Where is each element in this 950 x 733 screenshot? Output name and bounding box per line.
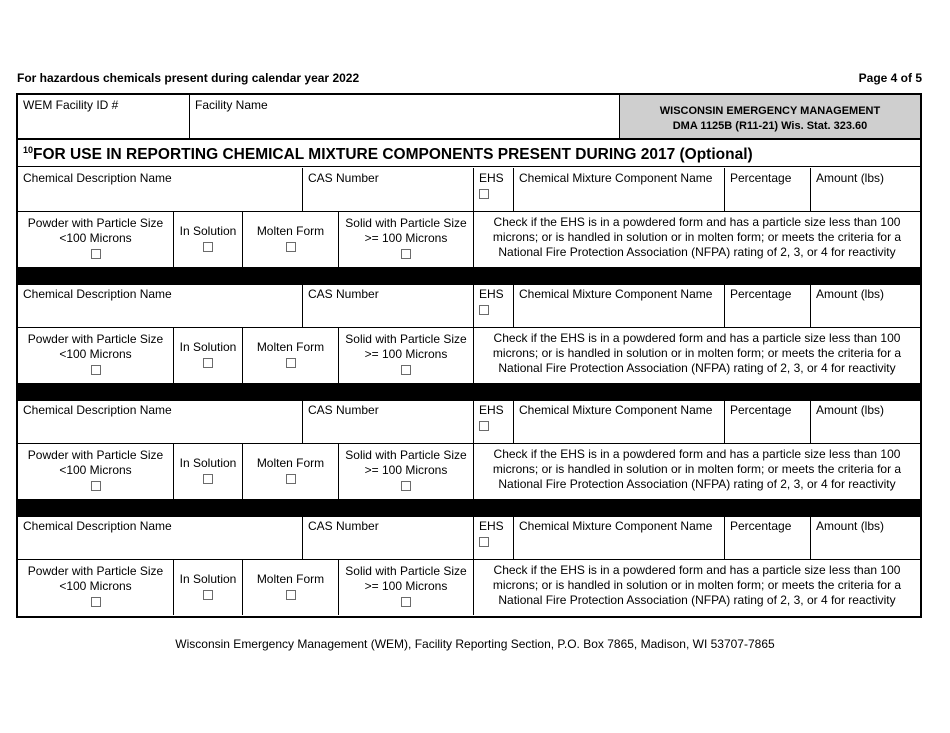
solid-cell [339,212,474,267]
chemical-description-field[interactable] [18,284,303,328]
mixture-component-field[interactable] [514,516,725,560]
powder-label-1: Powder with Particle Size [27,332,164,346]
ehs-checkbox[interactable] [479,537,489,547]
mixture-component-field[interactable] [514,168,725,212]
percentage-label: Percentage [730,519,792,533]
footer-address: Wisconsin Emergency Management (WEM), Facility Reporting Section, P.O. Box 7865, Madison, WI 53707-7865 [175,637,775,651]
ehs-label: EHS [479,403,504,417]
amount-label: Amount (lbs) [816,171,885,185]
molten-label: Molten Form [256,456,325,470]
ehs-checkbox[interactable] [479,189,489,199]
agency-block [620,95,920,138]
molten-cell [243,444,339,499]
powder-label-2: <100 Microns [59,579,132,593]
amount-label: Amount (lbs) [816,403,885,417]
section-title [18,140,920,167]
percentage-field[interactable] [725,284,811,328]
solid-checkbox[interactable] [401,365,411,375]
mixture-entry-1 [18,168,920,285]
molten-checkbox[interactable] [286,474,296,484]
in-solution-cell [174,212,243,267]
powder-label-1: Powder with Particle Size [27,564,164,578]
facility-header-row [18,95,920,140]
in-solution-cell [174,560,243,615]
cas-number-field[interactable] [303,168,474,212]
facility-name-field[interactable] [190,95,620,138]
mixture-component-label: Chemical Mixture Component Name [519,287,713,301]
solid-checkbox[interactable] [401,597,411,607]
ehs-criteria-line-1: Check if the EHS is in a powdered form and has a particle size less than 100 [493,215,901,229]
solid-label-1: Solid with Particle Size [345,564,467,578]
amount-field[interactable] [811,516,920,560]
form-number: DMA 1125B (R11-21) Wis. Stat. 323.60 [672,120,868,132]
powder-label-1: Powder with Particle Size [27,448,164,462]
molten-label: Molten Form [256,572,325,586]
ehs-criteria-line-2: microns; or is handled in solution or in molten form; or meets the criteria for a [492,462,902,476]
solid-label-2: >= 100 Microns [364,463,448,477]
ehs-label: EHS [479,519,504,533]
mixture-component-label: Chemical Mixture Component Name [519,519,713,533]
percentage-label: Percentage [730,403,792,417]
percentage-field[interactable] [725,516,811,560]
cas-number-label: CAS Number [308,287,379,301]
cas-number-field[interactable] [303,516,474,560]
chemical-mixture-form [16,93,922,618]
molten-label: Molten Form [256,340,325,354]
cas-number-label: CAS Number [308,403,379,417]
mixture-component-field[interactable] [514,284,725,328]
percentage-field[interactable] [725,168,811,212]
mixture-component-label: Chemical Mixture Component Name [519,171,713,185]
in-solution-checkbox[interactable] [203,358,213,368]
section-divider [18,267,920,285]
section-title-text: FOR USE IN REPORTING CHEMICAL MIXTURE COMPONENTS PRESENT DURING 2017 (Optional) [33,146,753,164]
ehs-criteria-line-3: National Fire Protection Association (NFPA) rating of 2, 3, or 4 for reactivity [498,245,896,259]
amount-field[interactable] [811,168,920,212]
solid-checkbox[interactable] [401,481,411,491]
page-number: Page 4 of 5 [858,71,922,85]
solid-cell [339,560,474,615]
chemical-description-field[interactable] [18,168,303,212]
in-solution-cell [174,444,243,499]
ehs-criteria-note [474,328,920,383]
amount-field[interactable] [811,284,920,328]
ehs-criteria-note [474,212,920,267]
ehs-label: EHS [479,287,504,301]
mixture-component-field[interactable] [514,400,725,444]
cas-number-label: CAS Number [308,171,379,185]
chemical-description-field[interactable] [18,516,303,560]
chemical-description-label: Chemical Description Name [23,519,172,533]
cas-number-field[interactable] [303,284,474,328]
ehs-criteria-line-3: National Fire Protection Association (NFPA) rating of 2, 3, or 4 for reactivity [498,361,896,375]
ehs-criteria-line-3: National Fire Protection Association (NFPA) rating of 2, 3, or 4 for reactivity [498,477,896,491]
percentage-field[interactable] [725,400,811,444]
ehs-cell [474,168,514,212]
facility-id-label: WEM Facility ID # [23,98,119,112]
section-divider [18,383,920,401]
powder-label-1: Powder with Particle Size [27,216,164,230]
facility-id-field[interactable] [18,95,190,138]
chemical-description-label: Chemical Description Name [23,287,172,301]
mixture-component-label: Chemical Mixture Component Name [519,403,713,417]
ehs-cell [474,400,514,444]
mixture-entry-2 [18,284,920,401]
powder-checkbox[interactable] [91,249,101,259]
powder-label-2: <100 Microns [59,347,132,361]
powder-cell [18,212,174,267]
powder-checkbox[interactable] [91,481,101,491]
solid-label-1: Solid with Particle Size [345,448,467,462]
solid-label-1: Solid with Particle Size [345,216,467,230]
solid-checkbox[interactable] [401,249,411,259]
amount-field[interactable] [811,400,920,444]
in-solution-checkbox[interactable] [203,474,213,484]
calendar-year-note: For hazardous chemicals present during calendar year 2022 [17,71,360,85]
chemical-description-label: Chemical Description Name [23,403,172,417]
ehs-criteria-note [474,444,920,499]
ehs-checkbox[interactable] [479,421,489,431]
ehs-cell [474,516,514,560]
in-solution-cell [174,328,243,383]
solid-label-2: >= 100 Microns [364,347,448,361]
chemical-description-label: Chemical Description Name [23,171,172,185]
amount-label: Amount (lbs) [816,287,885,301]
in-solution-label: In Solution [179,340,237,354]
chemical-description-field[interactable] [18,400,303,444]
solid-cell [339,328,474,383]
in-solution-label: In Solution [179,224,237,238]
molten-cell [243,212,339,267]
ehs-criteria-line-1: Check if the EHS is in a powdered form and has a particle size less than 100 [493,563,901,577]
mixture-entry-4 [18,516,920,616]
ehs-cell [474,284,514,328]
agency-name: WISCONSIN EMERGENCY MANAGEMENT [659,105,881,117]
section-number: 10 [23,145,34,155]
ehs-criteria-note [474,560,920,615]
ehs-criteria-line-3: National Fire Protection Association (NFPA) rating of 2, 3, or 4 for reactivity [498,593,896,607]
ehs-label: EHS [479,171,504,185]
section-divider [18,499,920,517]
molten-checkbox[interactable] [286,358,296,368]
powder-label-2: <100 Microns [59,463,132,477]
facility-name-label: Facility Name [195,98,268,112]
cas-number-label: CAS Number [308,519,379,533]
ehs-criteria-line-1: Check if the EHS is in a powdered form and has a particle size less than 100 [493,331,901,345]
powder-cell [18,328,174,383]
in-solution-label: In Solution [179,572,237,586]
cas-number-field[interactable] [303,400,474,444]
powder-checkbox[interactable] [91,365,101,375]
molten-cell [243,560,339,615]
powder-cell [18,444,174,499]
in-solution-checkbox[interactable] [203,590,213,600]
molten-cell [243,328,339,383]
solid-cell [339,444,474,499]
molten-checkbox[interactable] [286,590,296,600]
percentage-label: Percentage [730,171,792,185]
in-solution-checkbox[interactable] [203,242,213,252]
percentage-label: Percentage [730,287,792,301]
page-header [17,71,922,85]
molten-checkbox[interactable] [286,242,296,252]
mixture-entry-3 [18,400,920,517]
solid-label-1: Solid with Particle Size [345,332,467,346]
powder-checkbox[interactable] [91,597,101,607]
powder-cell [18,560,174,615]
solid-label-2: >= 100 Microns [364,231,448,245]
in-solution-label: In Solution [179,456,237,470]
solid-label-2: >= 100 Microns [364,579,448,593]
ehs-criteria-line-2: microns; or is handled in solution or in molten form; or meets the criteria for a [492,230,902,244]
amount-label: Amount (lbs) [816,519,885,533]
ehs-criteria-line-2: microns; or is handled in solution or in molten form; or meets the criteria for a [492,578,902,592]
ehs-criteria-line-1: Check if the EHS is in a powdered form and has a particle size less than 100 [493,447,901,461]
ehs-criteria-line-2: microns; or is handled in solution or in molten form; or meets the criteria for a [492,346,902,360]
powder-label-2: <100 Microns [59,231,132,245]
ehs-checkbox[interactable] [479,305,489,315]
molten-label: Molten Form [256,224,325,238]
